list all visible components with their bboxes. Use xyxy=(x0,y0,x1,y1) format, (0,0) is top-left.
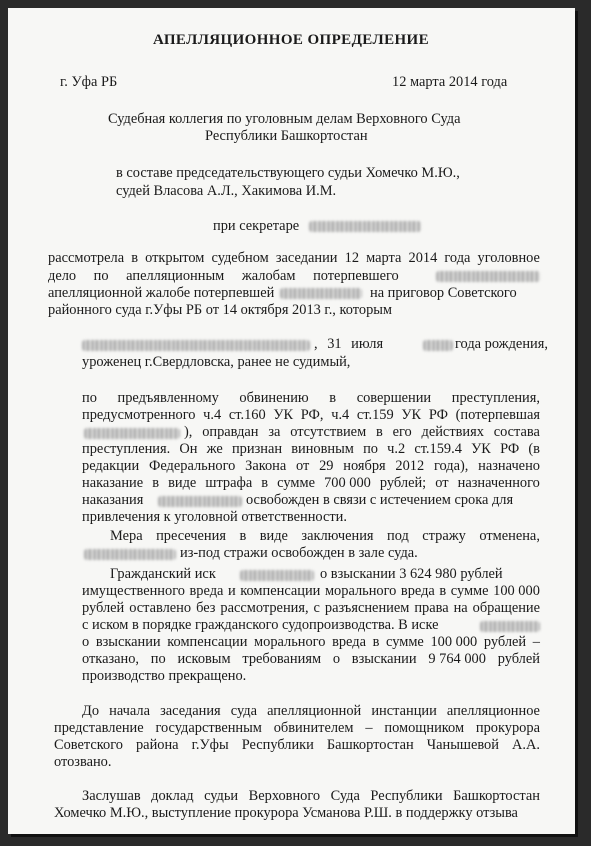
word: за xyxy=(268,424,281,440)
word: ст.159.4 xyxy=(414,441,462,457)
word: взыскании xyxy=(95,634,161,650)
word: апелляционной xyxy=(267,703,362,719)
word: инстанции xyxy=(371,703,437,719)
word: Закона xyxy=(245,458,287,474)
word: доклад xyxy=(151,788,194,804)
p4-line-1a: Гражданский иск xyxy=(110,566,216,582)
p2-line-7a: наказания xyxy=(82,492,144,508)
word: ч.2 xyxy=(387,441,406,457)
p4-line-6 xyxy=(82,651,540,668)
p4-line-3 xyxy=(82,600,540,617)
word: от xyxy=(296,458,310,474)
word: его xyxy=(392,424,412,440)
redacted-name xyxy=(240,570,314,581)
word: представление xyxy=(54,720,144,736)
word: по xyxy=(363,441,378,457)
word: 100 000 xyxy=(430,634,478,650)
word: сумме xyxy=(386,634,424,650)
word: преступления, xyxy=(451,390,540,406)
word: Суда xyxy=(330,788,360,804)
word: Заслушав xyxy=(82,788,141,804)
word: в xyxy=(152,475,159,491)
word: Республики xyxy=(241,737,314,753)
word: 2014 xyxy=(408,250,438,266)
p1-line-3a: апелляционной жалобе потерпевшей xyxy=(48,285,275,301)
word: о xyxy=(332,651,341,667)
word: компенсации xyxy=(167,634,248,650)
word: рублей xyxy=(82,600,125,616)
document-page xyxy=(8,8,575,834)
redacted-name xyxy=(480,621,540,632)
p2-line-4 xyxy=(82,441,540,458)
word: и xyxy=(227,583,236,599)
city: г. Уфа РБ xyxy=(60,74,118,90)
p6-line-1 xyxy=(82,788,540,805)
p2-line-8: привлечения к уголовной ответственности. xyxy=(82,509,347,525)
word: требованиям xyxy=(242,651,322,667)
word: обвинению xyxy=(239,390,309,406)
word: рублей; xyxy=(379,475,427,491)
word: обращение xyxy=(472,600,540,616)
panel-line-1: в составе председательствующего судьи Хомечко М.Ю., xyxy=(116,165,460,181)
word: района xyxy=(135,737,179,753)
word: УК xyxy=(273,407,294,423)
word: вреда xyxy=(400,583,435,599)
word: года xyxy=(444,250,471,266)
word: в xyxy=(131,250,138,266)
word: Башкортостан xyxy=(326,737,414,753)
word: РФ, xyxy=(300,407,324,423)
word: рублей xyxy=(497,651,540,667)
word: 29 xyxy=(319,458,334,474)
word: УК xyxy=(401,407,422,423)
date: 12 марта 2014 года xyxy=(392,74,508,90)
word: компенсации xyxy=(240,583,321,599)
p5-line-3 xyxy=(54,737,540,754)
p6-line-2: Хомечко М.Ю., выступление прокурора Усманова Р.Ш. в поддержку отзыва xyxy=(54,805,518,821)
word: – xyxy=(365,720,373,736)
word: от xyxy=(435,475,449,491)
word: суда xyxy=(230,703,257,719)
p2-line-6 xyxy=(82,475,540,492)
word: отсутствием xyxy=(290,424,367,440)
word: морального xyxy=(254,634,326,650)
word: по xyxy=(150,651,166,667)
word: заседании xyxy=(275,250,338,266)
word: в xyxy=(261,475,269,491)
p2-line-3 xyxy=(184,424,540,441)
word: рассмотрела xyxy=(48,250,125,266)
p1-line-1 xyxy=(48,250,540,267)
word: 100 000 xyxy=(493,583,540,599)
word: назначенного xyxy=(457,475,540,491)
word: начала xyxy=(109,703,150,719)
p1-line-3b: на приговор Советского xyxy=(370,285,517,301)
word: ), xyxy=(184,424,193,440)
secretary-line xyxy=(213,218,421,235)
redacted-year xyxy=(423,340,453,351)
word: совершении xyxy=(356,390,432,406)
word: сумме xyxy=(277,475,315,491)
word: открытом xyxy=(145,250,205,266)
word: Башкортостан xyxy=(453,788,540,804)
redacted-name xyxy=(84,549,176,560)
word: рублей xyxy=(483,634,527,650)
word: пресечения xyxy=(156,528,226,544)
word: прокурора xyxy=(475,720,540,736)
word: вреда xyxy=(332,634,366,650)
person-line-2: уроженец г.Свердловска, ранее не судимый, xyxy=(82,354,351,370)
word: РФ xyxy=(500,441,520,457)
redacted-defendant xyxy=(82,340,310,351)
word: виде xyxy=(259,528,288,544)
word: по xyxy=(82,390,97,406)
word: редакции xyxy=(82,458,140,474)
word: апелляционное xyxy=(446,703,540,719)
word: Республики xyxy=(370,788,443,804)
p1-line-2: дело по апелляционным жалобам потерпевшего xyxy=(48,268,399,284)
word: года), xyxy=(433,458,469,474)
word: марта xyxy=(366,250,402,266)
word: состава xyxy=(493,424,540,440)
word: РФ xyxy=(428,407,448,423)
word: (потерпевшая xyxy=(455,407,540,423)
word: действиях xyxy=(421,424,484,440)
word: уголовное xyxy=(477,250,540,266)
court-line-2: Республики Башкортостан xyxy=(205,128,368,144)
word: 700 000 xyxy=(324,475,371,491)
word: под xyxy=(387,528,409,544)
word: А.А. xyxy=(511,737,540,753)
word: государственным xyxy=(155,720,262,736)
word: на xyxy=(453,600,468,616)
word: – xyxy=(532,634,540,650)
p3-line-1 xyxy=(110,528,540,545)
word: взыскании xyxy=(351,651,417,667)
word: оставлено xyxy=(129,600,192,616)
word: отказано, xyxy=(82,651,140,667)
word: же xyxy=(206,441,223,457)
word: (в xyxy=(528,441,540,457)
p4-line-1b: о взыскании 3 624 980 рублей xyxy=(320,566,503,582)
word: с xyxy=(313,600,320,616)
word: судьи xyxy=(204,788,239,804)
word: штрафа xyxy=(205,475,253,491)
word: рассмотрения, xyxy=(220,600,309,616)
word: разъяснением xyxy=(324,600,410,616)
word: имущественного xyxy=(82,583,185,599)
word: предъявленному xyxy=(117,390,219,406)
word: судебном xyxy=(211,250,269,266)
p4-line-4: с иском в порядке гражданского судопроизводства. В иске xyxy=(82,617,439,633)
word: сумме xyxy=(450,583,489,599)
panel-line-2: судей Власова А.Л., Хакимова И.М. xyxy=(116,183,337,199)
word: исковым xyxy=(177,651,231,667)
word: оправдан xyxy=(202,424,259,440)
word: заключения xyxy=(301,528,374,544)
word: стражу xyxy=(422,528,466,544)
word: отменена, xyxy=(479,528,540,544)
word: 2012 xyxy=(395,458,425,474)
word: ч.4 xyxy=(331,407,350,423)
redacted-name xyxy=(280,288,362,299)
p5-line-2 xyxy=(54,720,540,737)
p3-line-2: из-под стражи освобожден в зале суда. xyxy=(180,545,418,561)
p1-line-4: районного суда г.Уфы РБ от 14 октября 2013 г., которым xyxy=(48,302,393,318)
word: преступления. xyxy=(82,441,171,457)
p4-line-2 xyxy=(82,583,540,600)
word: ч.4 xyxy=(203,407,222,423)
court-line-1: Судебная коллегия по уголовным делам Верховного Суда xyxy=(108,111,461,127)
word: УК xyxy=(471,441,491,457)
secretary-label: при секретаре xyxy=(213,218,300,234)
p2-line-2 xyxy=(82,407,540,424)
word: 9 764 000 xyxy=(428,651,486,667)
word: ст.159 xyxy=(356,407,394,423)
word: в xyxy=(372,634,380,650)
p2-line-5 xyxy=(82,458,540,475)
word: Федерального xyxy=(148,458,236,474)
redacted-name xyxy=(158,496,242,507)
redacted-name xyxy=(309,221,421,232)
word: Верховного xyxy=(248,788,321,804)
word: наказание xyxy=(82,475,144,491)
word: о xyxy=(82,634,90,650)
word: в xyxy=(329,390,337,406)
word: Советского xyxy=(54,737,123,753)
person-line-1b: года рождения, xyxy=(455,336,548,352)
word: морального xyxy=(324,583,397,599)
word: в xyxy=(375,424,383,440)
word: вреда xyxy=(189,583,224,599)
person-line-1a: , 31 июля xyxy=(314,336,384,352)
word: виде xyxy=(168,475,197,491)
word: виновным xyxy=(291,441,354,457)
p2-line-7b: освобожден в связи с истечением срока для xyxy=(246,492,514,508)
word: До xyxy=(82,703,100,719)
word: права xyxy=(414,600,449,616)
word: помощником xyxy=(384,720,465,736)
word: ноября xyxy=(343,458,386,474)
p5-line-1 xyxy=(82,703,540,720)
word: в xyxy=(439,583,447,599)
word: Он xyxy=(179,441,198,457)
word: назначено xyxy=(478,458,540,474)
p5-line-4: отозвано. xyxy=(54,754,112,770)
word: признан xyxy=(231,441,283,457)
p4-line-7: производство прекращено. xyxy=(82,668,247,684)
p2-line-1 xyxy=(82,390,540,407)
word: Мера xyxy=(110,528,143,544)
p4-line-5 xyxy=(82,634,540,651)
redacted-name xyxy=(84,428,180,439)
word: предусмотренного xyxy=(82,407,196,423)
word: г.Уфы xyxy=(191,737,229,753)
word: Чанышевой xyxy=(426,737,499,753)
redacted-name xyxy=(436,271,540,282)
word: 12 xyxy=(344,250,360,266)
word: ст.160 xyxy=(228,407,266,423)
word: без xyxy=(196,600,216,616)
word: обвинителем xyxy=(273,720,354,736)
word: в xyxy=(239,528,247,544)
document-title: АПЕЛЛЯЦИОННОЕ ОПРЕДЕЛЕНИЕ xyxy=(153,32,430,48)
word: заседания xyxy=(160,703,221,719)
